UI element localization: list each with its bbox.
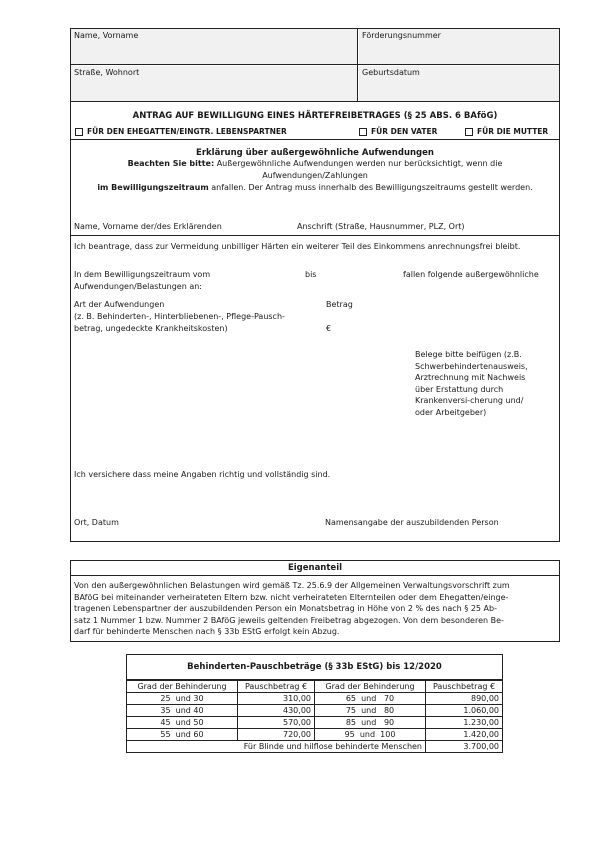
versicherung-text: Ich versichere dass meine Angaben richtig und vollständig sind. — [74, 470, 331, 479]
checkbox-mutter-box[interactable] — [465, 128, 473, 136]
grad-cell: 45 und 50 — [127, 717, 238, 729]
table-header-row — [127, 681, 503, 693]
belege-line: Arztrechnung mit Nachweis — [415, 373, 526, 382]
checkbox-ehegatte-box[interactable] — [75, 128, 83, 136]
beachten-line-3-text: anfallen. Der Antrag muss innerhalb des Bewilligungszeitraums gestellt werden. — [208, 183, 533, 192]
art-label: Art der Aufwendungen — [74, 300, 165, 309]
header-grad: Grad der Behinderung — [315, 681, 426, 693]
blinde-value: 3.700,00 — [426, 741, 503, 753]
grad-cell: 85 und 90 — [315, 717, 426, 729]
betrag-cell: 570,00 — [238, 717, 315, 729]
betrag-cell: 1.420,00 — [426, 729, 503, 741]
betrag-cell: 1.230,00 — [426, 717, 503, 729]
eigenanteil-line: BAföG bei miteinander verheirateten Eltern bzw. nicht verheirateten Elternteilen oder dem Ehegatten/einge- — [74, 592, 509, 602]
aufwendungen-an-label: Aufwendungen/Belastungen an: — [74, 282, 202, 291]
betrag-cell: 310,00 — [238, 693, 315, 705]
bis-label: bis — [305, 270, 317, 279]
name-label: Name, Vorname — [74, 31, 139, 40]
eigenanteil-line: Von den außergewöhnlichen Belastungen wird gemäß Tz. 25.6.9 der Allgemeinen Verwaltungsvorschrift zum — [74, 581, 510, 590]
eigenanteil-line: darf für behinderte Menschen nach § 33b EStG erfolgt kein Abzug. — [74, 627, 340, 637]
belege-line: Belege bitte beifügen (z.B. — [415, 350, 522, 359]
checkbox-ehegatte-label: FÜR DEN EHEGATTEN/EINGTR. LEBENSPARTNER — [87, 127, 287, 136]
betrag-label: Betrag — [326, 300, 353, 309]
header-divider-1 — [70, 64, 560, 65]
pauschbetraege-table — [126, 680, 503, 753]
geburtsdatum-label: Geburtsdatum — [362, 68, 420, 77]
betrag-cell: 890,00 — [426, 693, 503, 705]
beachten-text: Außergewöhnliche Aufwendungen werden nur berücksichtigt, wenn die — [214, 159, 503, 168]
table-row — [127, 729, 503, 741]
checkbox-vater-box[interactable] — [359, 128, 367, 136]
erklaerung-divider — [70, 235, 560, 236]
grad-cell: 95 und 100 — [315, 729, 426, 741]
anschrift-label: Anschrift (Straße, Hausnummer, PLZ, Ort) — [297, 222, 465, 231]
eigenanteil-line: satz 1 Nummer 1 bzw. Nummer 2 BAföG jeweils geltenden Freibetrag abgezogen. Von dem besonderen Be- — [74, 615, 504, 625]
table-footer-row — [127, 741, 503, 753]
belege-line: Krankenversi-cherung und/ — [415, 396, 524, 405]
header-divider-2 — [70, 101, 560, 102]
betrag-cell: 1.060,00 — [426, 705, 503, 717]
belege-line: oder Arbeitgeber) — [415, 407, 487, 417]
art-hint-1: (z. B. Behinderten-, Hinterbliebenen-, Pflege-Pausch- — [74, 312, 285, 321]
header-pauschbetrag: Pauschbetrag € — [426, 681, 503, 693]
fallen-label: fallen folgende außergewöhnliche — [403, 270, 539, 279]
checkbox-mutter[interactable] — [465, 127, 548, 136]
belege-note — [415, 349, 555, 418]
euro-symbol: € — [326, 324, 332, 333]
beachten-line — [70, 159, 560, 169]
checkbox-ehegatte[interactable] — [75, 127, 287, 136]
foerderungsnummer-label: Förderungsnummer — [362, 31, 441, 40]
table-row — [127, 693, 503, 705]
pauschbetraege-title: Behinderten-Pauschbeträge (§ 33b EStG) bis 12/2020 — [187, 662, 442, 672]
art-hint-2: betrag, ungedeckte Krankheitskosten) — [74, 324, 228, 333]
strasse-label: Straße, Wohnort — [74, 68, 140, 77]
blinde-label: Für Blinde und hilflose behinderte Menschen — [127, 741, 426, 753]
table-row — [127, 717, 503, 729]
namensangabe-label: Namensangabe der auszubildenden Person — [325, 518, 499, 527]
beantrage-text: Ich beantrage, dass zur Vermeidung unbilliger Härten ein weiterer Teil des Einkommens anrechnungsfrei bleibt. — [74, 242, 521, 251]
betrag-cell: 430,00 — [238, 705, 315, 717]
header-pauschbetrag: Pauschbetrag € — [238, 681, 315, 693]
header-divider-vertical — [357, 28, 358, 102]
eigenanteil-divider — [70, 575, 560, 576]
antrag-divider — [70, 139, 560, 140]
eigenanteil-text — [74, 580, 558, 638]
beachten-bold: Beachten Sie bitte: — [127, 159, 215, 168]
checkbox-vater[interactable] — [359, 127, 437, 136]
beachten-line-2: Aufwendungen/Zahlungen — [262, 171, 368, 180]
header-grad: Grad der Behinderung — [127, 681, 238, 693]
checkbox-mutter-label: FÜR DIE MUTTER — [477, 127, 549, 136]
erklaerung-title: Erklärung über außergewöhnliche Aufwendungen — [196, 148, 434, 158]
eigenanteil-line: tragenen Lebenspartner der auszubildenden Person ein Monatsbetrag in Höhe von 2 % des nach § 25 Ab- — [74, 604, 497, 614]
erklaerender-label: Name, Vorname der/des Erklärenden — [74, 222, 222, 231]
grad-cell: 75 und 80 — [315, 705, 426, 717]
bewilligungszeitraum-bold: im Bewilligungszeitraum — [97, 183, 209, 192]
belege-line: über Erstattung durch — [415, 384, 504, 394]
belege-line: Schwerbehindertenausweis, — [415, 361, 528, 371]
beachten-line-3 — [70, 183, 560, 193]
antrag-title: ANTRAG AUF BEWILLIGUNG EINES HÄRTEFREIBETRAGES (§ 25 ABS. 6 BAföG) — [132, 111, 498, 121]
grad-cell: 25 und 30 — [127, 693, 238, 705]
grad-cell: 65 und 70 — [315, 693, 426, 705]
grad-cell: 35 und 40 — [127, 705, 238, 717]
zeitraum-label: In dem Bewilligungszeitraum vom — [74, 270, 211, 279]
grad-cell: 55 und 60 — [127, 729, 238, 741]
eigenanteil-title: Eigenanteil — [287, 563, 343, 573]
betrag-cell: 720,00 — [238, 729, 315, 741]
checkbox-vater-label: FÜR DEN VATER — [371, 127, 438, 136]
table-row — [127, 705, 503, 717]
ort-datum-label: Ort, Datum — [74, 518, 119, 527]
